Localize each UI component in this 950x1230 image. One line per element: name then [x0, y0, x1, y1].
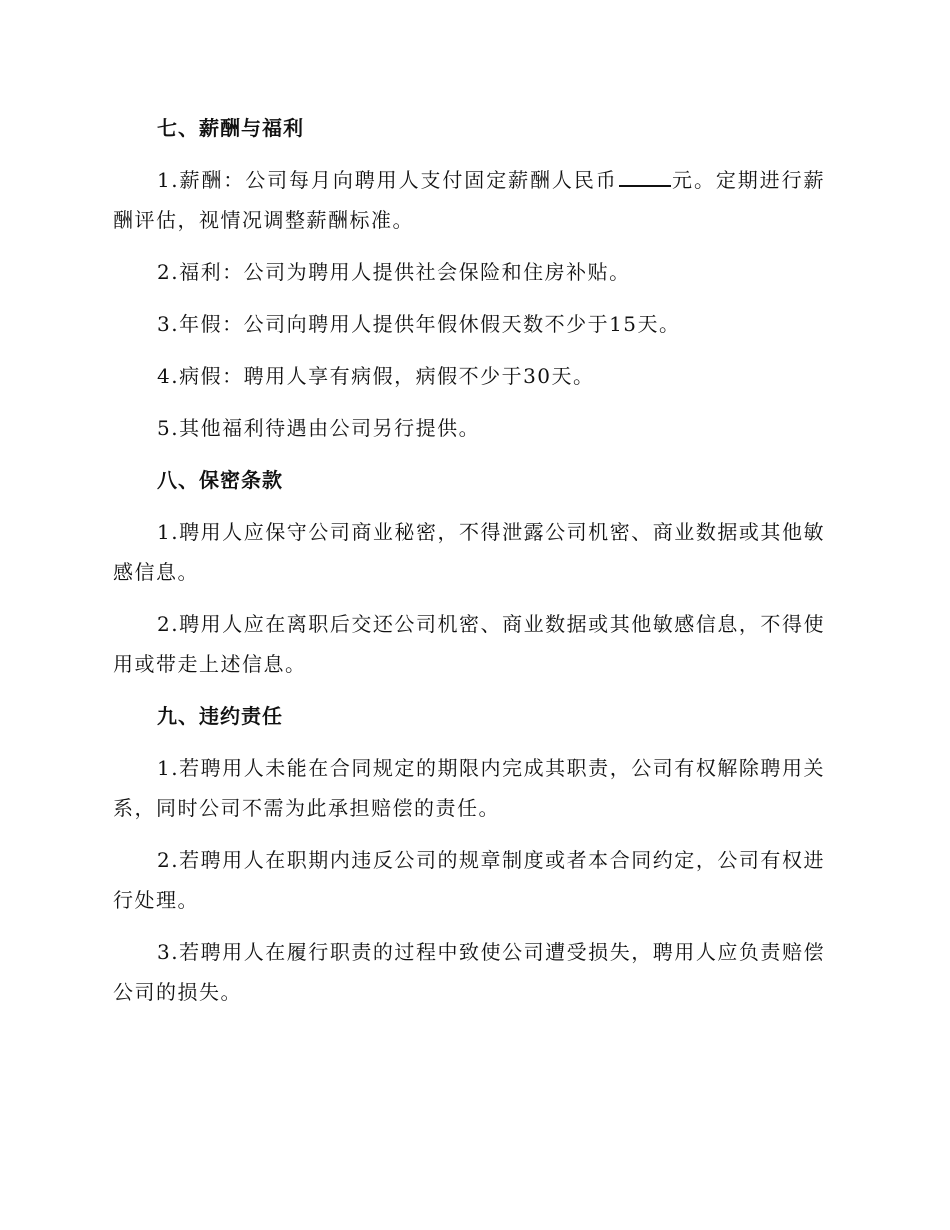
salary-amount-blank — [619, 165, 671, 187]
paragraph-liability-1: 1.若聘用人未能在合同规定的期限内完成其职责，公司有权解除聘用关系，同时公司不需为此承担赔偿的责任。 — [113, 756, 825, 820]
paragraph-confidentiality-1: 1.聘用人应保守公司商业秘密，不得泄露公司机密、商业数据或其他敏感信息。 — [113, 520, 825, 584]
paragraph-liability-3: 3.若聘用人在履行职责的过程中致使公司遭受损失，聘用人应负责赔偿公司的损失。 — [113, 940, 825, 1004]
paragraph-confidentiality-2: 2.聘用人应在离职后交还公司机密、商业数据或其他敏感信息，不得使用或带走上述信息。 — [113, 612, 825, 676]
section-heading-compensation: 七、薪酬与福利 — [157, 116, 304, 140]
paragraph-salary — [113, 160, 825, 240]
salary-text-after: 元。定期进行薪酬评估，视情况调整薪酬标准。 — [113, 168, 825, 232]
salary-text-before: 1.薪酬：公司每月向聘用人支付固定薪酬人民币 — [157, 168, 618, 192]
paragraph-benefits: 2.福利：公司为聘用人提供社会保险和住房补贴。 — [157, 260, 631, 284]
document-body — [113, 108, 825, 1024]
section-heading-confidentiality: 八、保密条款 — [157, 468, 283, 492]
paragraph-liability-2: 2.若聘用人在职期内违反公司的规章制度或者本合同约定，公司有权进行处理。 — [113, 848, 825, 912]
paragraph-other-benefits: 5.其他福利待遇由公司另行提供。 — [157, 416, 481, 440]
paragraph-annual-leave: 3.年假：公司向聘用人提供年假休假天数不少于15天。 — [157, 312, 681, 336]
paragraph-sick-leave: 4.病假：聘用人享有病假，病假不少于30天。 — [157, 364, 595, 388]
section-heading-liability: 九、违约责任 — [157, 704, 283, 728]
